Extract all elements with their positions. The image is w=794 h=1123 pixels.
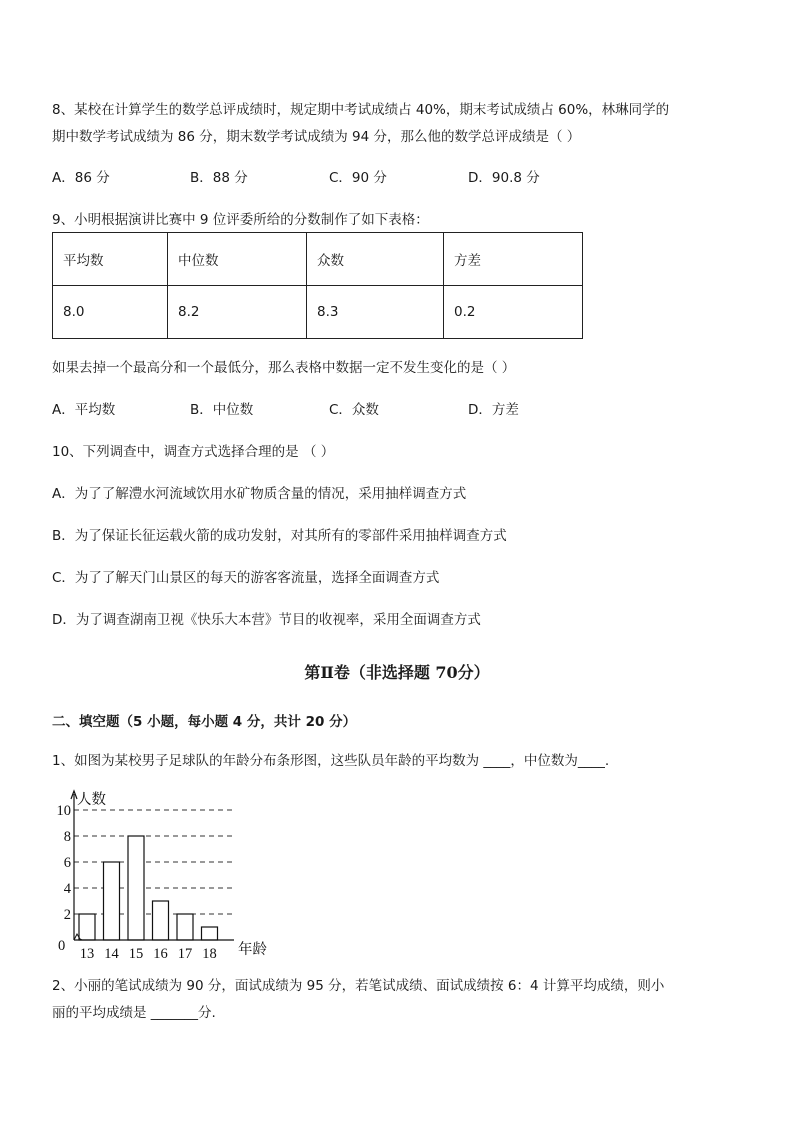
q10-option-d: D．为了调查湖南卫视《快乐大本营》节目的收视率，采用全面调查方式 bbox=[52, 612, 481, 628]
age-distribution-bar-chart bbox=[54, 786, 284, 962]
bar-17 bbox=[177, 914, 193, 940]
q8-option-b: B．88 分 bbox=[190, 170, 248, 186]
fill2-line1: 2、小丽的笔试成绩为 90 分，面试成绩为 95 分，若笔试成绩、面试成绩按 6：4 计算平均成绩，则小 bbox=[52, 978, 665, 994]
bar-18 bbox=[202, 927, 218, 940]
table-value-median: 8.2 bbox=[168, 286, 307, 339]
x-tick-label-18: 18 bbox=[202, 946, 217, 962]
bar-13 bbox=[79, 914, 95, 940]
q9-question: 如果去掉一个最高分和一个最低分，那么表格中数据一定不发生变化的是（ ） bbox=[52, 360, 516, 376]
table-header-mean: 平均数 bbox=[53, 233, 168, 286]
q9-option-c: C．众数 bbox=[329, 402, 379, 418]
y-tick-label-2: 2 bbox=[63, 907, 71, 923]
table-header-mode: 众数 bbox=[307, 233, 444, 286]
table-value-mode: 8.3 bbox=[307, 286, 444, 339]
q10-option-a: A．为了了解澧水河流域饮用水矿物质含量的情况，采用抽样调查方式 bbox=[52, 486, 467, 502]
y-tick-label-4: 4 bbox=[63, 881, 71, 897]
q9-option-a: A．平均数 bbox=[52, 402, 116, 418]
x-tick-label-13: 13 bbox=[79, 946, 95, 962]
bar-15 bbox=[128, 836, 144, 940]
q10-stem: 10、下列调查中，调查方式选择合理的是 （ ） bbox=[52, 444, 335, 460]
y-axis-label: 人数 bbox=[77, 792, 106, 808]
q9-stem: 9、小明根据演讲比赛中 9 位评委所给的分数制作了如下表格： bbox=[52, 212, 429, 228]
table-value-variance: 0.2 bbox=[444, 286, 583, 339]
x-tick-label-17: 17 bbox=[177, 946, 193, 962]
q9-option-d: D．方差 bbox=[468, 402, 519, 418]
table-value-mean: 8.0 bbox=[53, 286, 168, 339]
q10-option-b: B．为了保证长征运载火箭的成功发射，对其所有的零部件采用抽样调查方式 bbox=[52, 528, 507, 544]
x-axis-label: 年龄 bbox=[238, 942, 267, 958]
fill-blank-section-heading: 二、填空题（5 小题，每小题 4 分，共计 20 分） bbox=[52, 714, 357, 730]
q8-stem-line2: 期中数学考试成绩为 86 分，期末数学考试成绩为 94 分，那么他的数学总评成绩是（ ） bbox=[52, 129, 581, 145]
q8-stem-line1: 8、某校在计算学生的数学总评成绩时，规定期中考试成绩占 40%，期末考试成绩占 60%，林琳同学的 bbox=[52, 102, 670, 118]
x-tick-label-16: 16 bbox=[153, 946, 168, 962]
fill1-stem: 1、如图为某校男子足球队的年龄分布条形图，这些队员年龄的平均数为 ____，中位数为____. bbox=[52, 753, 610, 769]
x-tick-label-14: 14 bbox=[104, 946, 119, 962]
q8-option-c: C．90 分 bbox=[329, 170, 387, 186]
q8-option-d: D．90.8 分 bbox=[468, 170, 540, 186]
y-tick-label-10: 10 bbox=[56, 803, 71, 819]
y-tick-label-6: 6 bbox=[63, 855, 71, 871]
q8-option-a: A．86 分 bbox=[52, 170, 110, 186]
table-header-variance: 方差 bbox=[444, 233, 583, 286]
y-tick-label-8: 8 bbox=[63, 829, 71, 845]
part2-title: 第Ⅱ卷（非选择题 70分） bbox=[304, 663, 490, 682]
q9-option-b: B．中位数 bbox=[190, 402, 254, 418]
bar-16 bbox=[153, 901, 169, 940]
origin-label: 0 bbox=[58, 938, 66, 954]
q10-option-c: C．为了了解天门山景区的每天的游客客流量，选择全面调查方式 bbox=[52, 570, 440, 586]
table-row bbox=[53, 233, 583, 286]
table-row bbox=[53, 286, 583, 339]
table-header-median: 中位数 bbox=[168, 233, 307, 286]
fill2-line2: 丽的平均成绩是 _______分. bbox=[52, 1005, 216, 1021]
bar-14 bbox=[104, 862, 120, 940]
x-tick-label-15: 15 bbox=[128, 946, 144, 962]
score-table bbox=[52, 232, 583, 339]
